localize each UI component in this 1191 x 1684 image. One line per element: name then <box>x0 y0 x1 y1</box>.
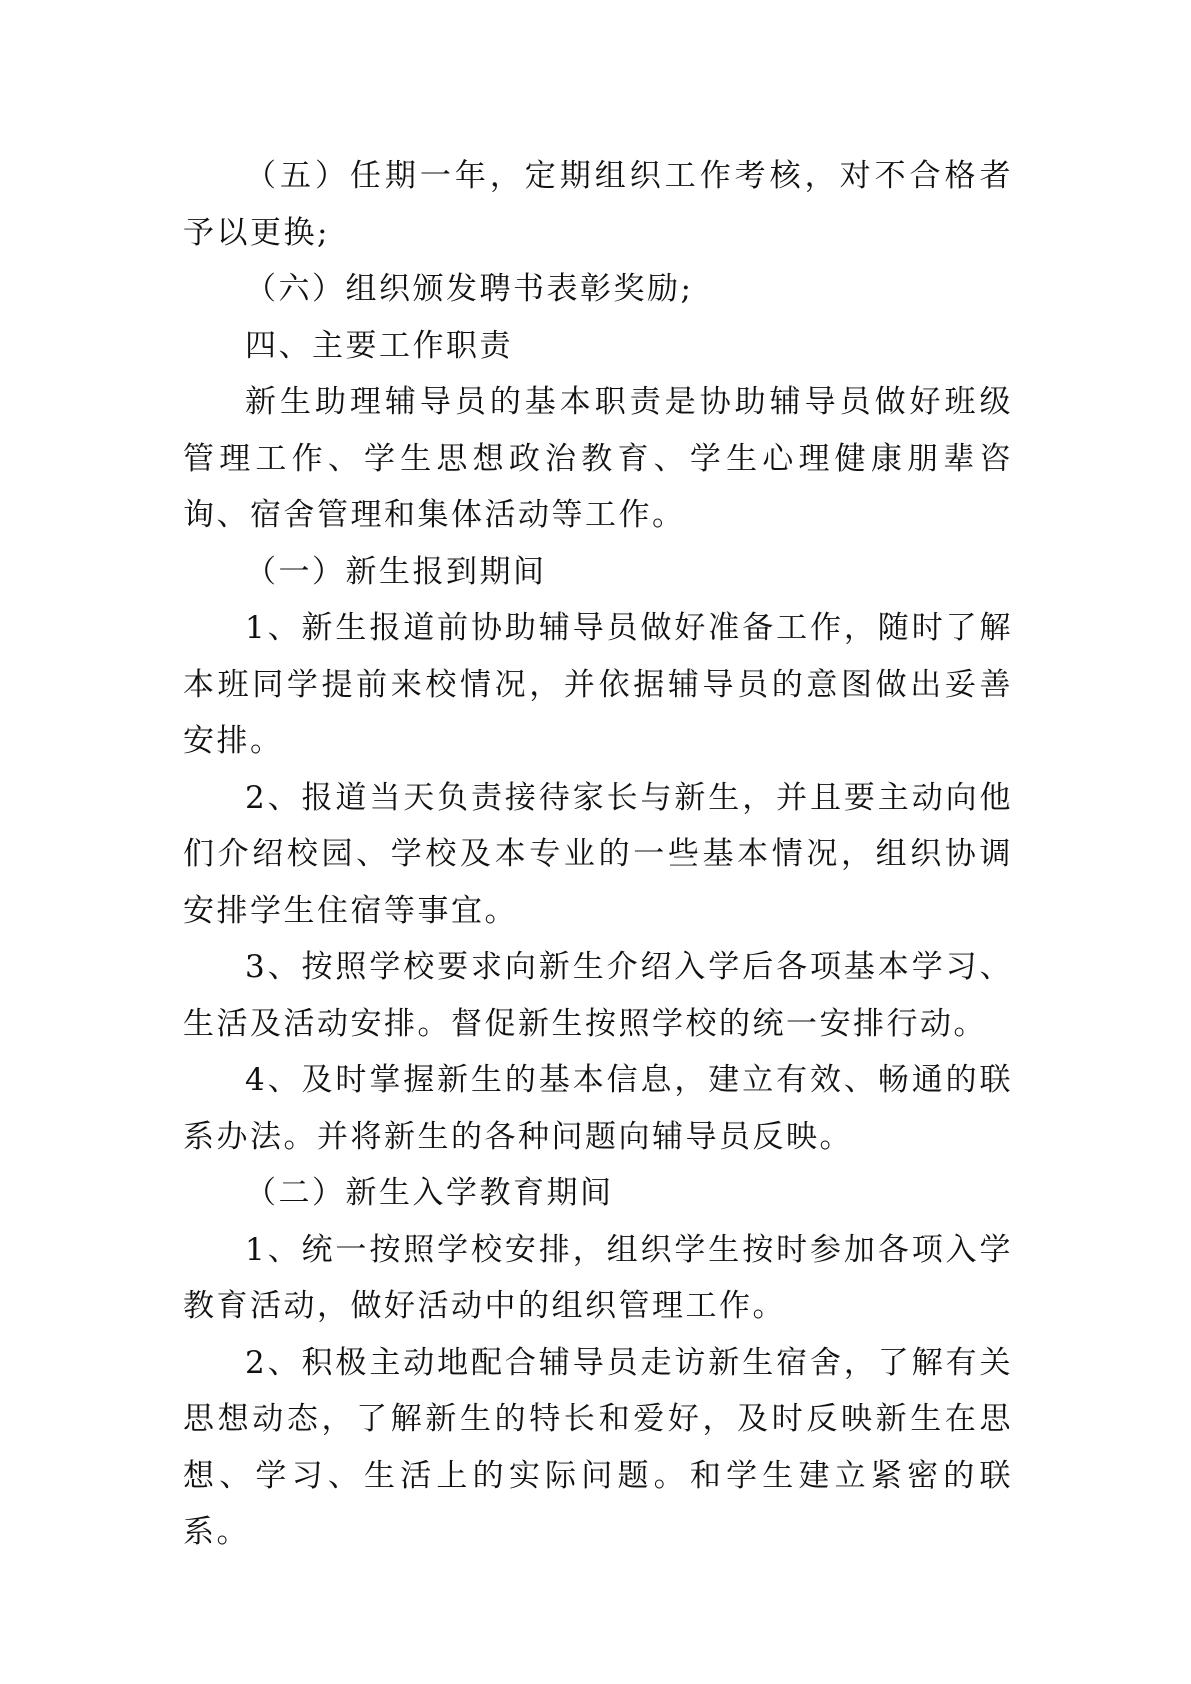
document-body <box>183 148 1013 1561</box>
section-heading-main-duties: 四、主要工作职责 <box>245 327 513 364</box>
subheading-orientation-period: （二）新生入学教育期间 <box>245 1175 614 1211</box>
list-item-orientation-2: 2、积极主动地配合辅导员走访新生宿舍，了解有关思想动态，了解新生的特长和爱好，及时反映新生在思想、学习、生活上的实际问题。和学生建立紧密的联系。 <box>183 1344 1013 1550</box>
paragraph-basic-duties: 新生助理辅导员的基本职责是协助辅导员做好班级管理工作、学生思想政治教育、学生心理健康朋辈咨询、宿舍管理和集体活动等工作。 <box>183 384 1013 533</box>
list-item-registration-2: 2、报道当天负责接待家长与新生，并且要主动向他们介绍校园、学校及本专业的一些基本情况，组织协调安排学生住宿等事宜。 <box>183 779 1013 929</box>
list-item-registration-3: 3、按照学校要求向新生介绍入学后各项基本学习、生活及活动安排。督促新生按照学校的统一安排行动。 <box>183 949 1013 1042</box>
list-item-registration-4: 4、及时掌握新生的基本信息，建立有效、畅通的联系办法。并将新生的各种问题向辅导员反映。 <box>183 1062 1013 1155</box>
paragraph-certificate-awards: （六）组织颁发聘书表彰奖励; <box>245 271 694 307</box>
list-item-registration-1: 1、新生报道前协助辅导员做好准备工作，随时了解本班同学提前来校情况，并依据辅导员的意图做出妥善安排。 <box>183 610 1013 759</box>
subheading-registration-period: （一）新生报到期间 <box>245 553 547 590</box>
list-item-orientation-1: 1、统一按照学校安排，组织学生按时参加各项入学教育活动，做好活动中的组织管理工作。 <box>183 1231 1013 1324</box>
paragraph-term-review: （五）任期一年，定期组织工作考核，对不合格者予以更换; <box>183 158 1013 251</box>
